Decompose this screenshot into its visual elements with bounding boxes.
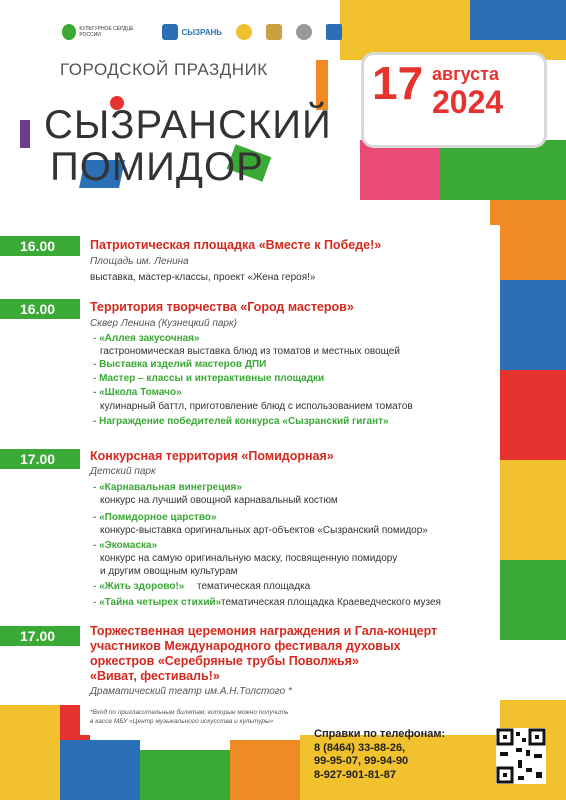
contacts-heading: Справки по телефонам: [314, 728, 446, 740]
event-title: Территория творчества «Город мастеров» [90, 300, 354, 314]
emblem-icon [236, 24, 252, 40]
phone-number: 99-95-07, 99-94-90 [314, 755, 409, 767]
deco-block [60, 740, 140, 800]
event-item-description: кулинарный баттл, приготовление блюд с использованием томатов [100, 401, 413, 412]
deco-block [500, 460, 566, 560]
event-item: - «Школа Томачо» [93, 387, 182, 398]
deco-block [0, 700, 60, 800]
event-item: - «Экомаска» [93, 540, 158, 551]
event-item: - Награждение победителей конкурса «Сызранский гигант» [93, 416, 389, 427]
event-title-line: Торжественная церемония награждения и Гала-концерт [90, 624, 438, 638]
event-place: Драматический театр им.А.Н.Толстого * [90, 686, 292, 697]
contacts-block [314, 728, 445, 782]
deco-block [500, 370, 566, 460]
phone-number: 8 (8464) 33-88-26, [314, 741, 406, 754]
event-item: - «Аллея закусочная» [93, 333, 200, 344]
title-line-2: ПОМИДОР [50, 145, 264, 189]
partner-logos [62, 18, 342, 46]
event-item-description: конкурс на самую оригинальную маску, посвященную помидору [100, 553, 398, 564]
event-item: - «Жить здорово!» [93, 581, 185, 592]
theatre-logo-icon [296, 24, 312, 40]
event-item-description: тематическая площадка Краеведческого музея [221, 597, 441, 608]
event-title [90, 624, 437, 684]
event-title-line: участников Международного фестиваля духовых [90, 639, 401, 653]
title-line-1: СЫЗРАНСКИЙ [44, 103, 332, 147]
event-title-line: оркестров «Серебряные трубы Поволжья» [90, 654, 359, 668]
event-item-description: гастрономическая выставка блюд из томатов и местных овощей [100, 346, 400, 357]
event-time: 17.00 [0, 626, 80, 646]
deco-block [20, 120, 30, 148]
event-item: - Выставка изделий мастеров ДПИ [93, 359, 267, 370]
date-year: 2024 [432, 84, 504, 120]
deco-block [230, 740, 310, 800]
heart-logo-icon [62, 24, 76, 40]
city-crest-icon [162, 24, 178, 40]
event-time: 16.00 [0, 299, 80, 319]
event-item-description: конкурс на лучший овощной карнавальный костюм [100, 495, 338, 506]
event-title: Конкурсная территория «Помидорная» [90, 449, 334, 463]
event-title: Патриотическая площадка «Вместе к Победе!» [90, 238, 382, 252]
deco-block [490, 200, 566, 280]
event-item-description: конкурс-выставка оригинальных арт-объектов «Сызранский помидор» [100, 525, 428, 536]
coat-of-arms-icon [266, 24, 282, 40]
event-description: выставка, мастер-классы, проект «Жена героя!» [90, 272, 316, 283]
event-place: Площадь им. Ленина [90, 256, 189, 267]
event-time: 17.00 [0, 449, 80, 469]
phone-number: 8-927-901-81-87 [314, 768, 396, 781]
square-logo-icon [326, 24, 342, 40]
deco-block [440, 140, 566, 200]
event-item: - «Карнавальная винегреция» [93, 482, 242, 493]
logo-label: КУЛЬТУРНОЕ СЕРДЦЕ РОССИИ [79, 26, 134, 38]
event-title-line: «Виват, фестиваль!» [90, 669, 220, 683]
logo-arms [266, 24, 282, 40]
event-item-description: тематическая площадка [197, 581, 311, 592]
event-item-description: и другим овощным культурам [100, 566, 238, 577]
logo-city [162, 24, 222, 40]
deco-block [500, 560, 566, 640]
logo-culture [62, 24, 148, 40]
date-day: 17 [372, 57, 424, 109]
deco-block [140, 750, 230, 800]
date-month: августа [432, 64, 499, 84]
logo-theatre [296, 24, 312, 40]
event-place: Детский парк [90, 466, 156, 477]
deco-block [500, 280, 566, 370]
logo-label: СЫЗРАНЬ [181, 27, 222, 37]
event-item: - «Помидорное царство» [93, 512, 217, 523]
event-time: 16.00 [0, 236, 80, 256]
event-place: Сквер Ленина (Кузнецкий парк) [90, 318, 238, 329]
footnote: *Вход по пригласительным билетам, которые можно получить в кассе МБУ «Центр музыкального искусства и культуры» [90, 709, 289, 725]
event-item: - «Тайна четырех стихий» [93, 597, 222, 608]
event-item: - Мастер – классы и интерактивные площадки [93, 373, 325, 384]
logo-square [326, 24, 342, 40]
logo-emblem [236, 24, 252, 40]
festival-title [44, 104, 332, 188]
deco-block [470, 0, 566, 40]
qr-code-icon [496, 728, 546, 784]
deco-block [360, 140, 440, 200]
festival-subtitle: ГОРОДСКОЙ ПРАЗДНИК [60, 60, 268, 79]
